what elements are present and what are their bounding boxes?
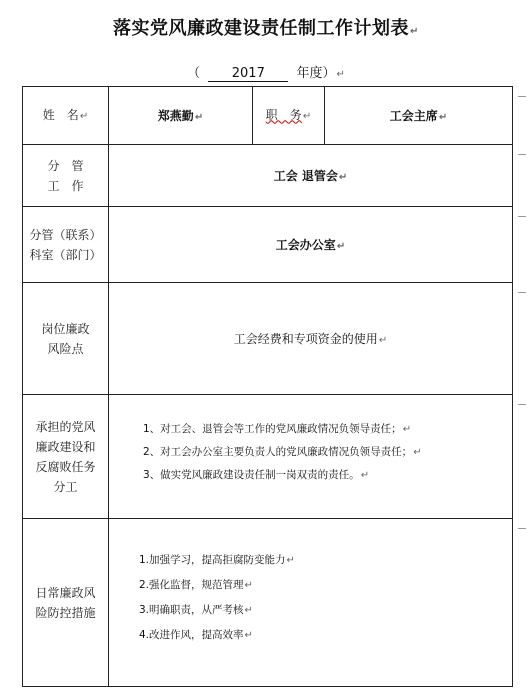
list-item [143, 422, 512, 437]
name-label-text: 姓 名 [42, 107, 79, 122]
list-item [139, 578, 512, 593]
list-item [139, 628, 512, 643]
year-prefix: （ [187, 66, 201, 81]
paragraph-mark: ↵ [286, 554, 295, 566]
year-line [0, 62, 532, 82]
risk-value [109, 283, 513, 395]
paragraph-mark: ↵ [360, 470, 370, 481]
risk-label-line: 风险点 [47, 341, 84, 356]
table-row [23, 519, 513, 687]
dept-label-line: 分管（联系） [29, 227, 102, 242]
list-item [139, 603, 512, 618]
measure-label-line: 日常廉政风 [35, 585, 96, 600]
paragraph-mark: ↵ [244, 629, 253, 641]
paragraph-mark: ↵ [79, 110, 89, 122]
measure-text: 3.明确职责，从严考核 [139, 603, 244, 616]
work-label-line: 工 作 [47, 178, 84, 193]
dept-value [109, 207, 513, 283]
duty-text: 2、对工会办公室主要负责人的党风廉政情况负领导责任； [143, 446, 413, 458]
table-row [23, 145, 513, 207]
measure-label [23, 519, 109, 687]
duty-label-line: 承担的党风 [35, 419, 96, 434]
work-value [109, 145, 513, 207]
risk-label-line: 岗位廉政 [41, 321, 90, 336]
table-row [23, 395, 513, 519]
title-text: 落实党风廉政建设责任制工作计划表 [113, 18, 410, 39]
name-label [23, 87, 109, 145]
measure-list [109, 519, 513, 687]
paragraph-mark: ↵ [244, 604, 253, 616]
paragraph-mark: ↵ [378, 335, 388, 346]
duty-label-line: 反腐败任务 [35, 459, 96, 474]
paragraph-mark: ↵ [438, 112, 448, 123]
duty-text: 1、对工会、退管会等工作的党风廉政情况负领导责任； [143, 423, 402, 435]
paragraph-mark: ↵ [338, 172, 348, 183]
measure-text: 4.改进作风，提高效率 [139, 628, 244, 641]
paragraph-mark: ↵ [302, 110, 312, 122]
work-label-line: 分 管 [47, 158, 84, 173]
row-end-marker [518, 528, 526, 529]
duty-label-line: 分工 [53, 479, 78, 494]
position-value-text: 工会主席 [389, 109, 438, 123]
paragraph-mark: ↵ [402, 424, 412, 435]
dept-label-line: 科室（部门） [29, 247, 102, 262]
work-value-text: 工会 退管会 [273, 169, 338, 183]
risk-label [23, 283, 109, 395]
duty-label-line: 廉政建设和 [35, 439, 96, 454]
row-end-marker [518, 96, 526, 97]
list-item [143, 468, 512, 483]
row-end-marker [518, 154, 526, 155]
paragraph-mark: ↵ [410, 26, 419, 37]
year-value: 2017 [208, 66, 288, 82]
plan-table [22, 86, 513, 687]
measure-label-line: 险防控措施 [35, 605, 96, 620]
position-label [253, 87, 325, 145]
duty-list [109, 395, 513, 519]
table-row [23, 283, 513, 395]
row-end-marker [518, 404, 526, 405]
paragraph-mark: ↵ [336, 69, 345, 80]
table-row [23, 87, 513, 145]
duty-text: 3、做实党风廉政建设责任制一岗双责的责任。 [143, 469, 360, 481]
row-end-marker [518, 216, 526, 217]
paragraph-mark: ↵ [336, 241, 346, 252]
dept-label [23, 207, 109, 283]
measure-text: 2.强化监督，规范管理 [139, 578, 244, 591]
duty-label [23, 395, 109, 519]
measure-text: 1.加强学习，提高拒腐防变能力 [139, 553, 286, 566]
position-label-text: 职 务 [265, 107, 302, 122]
paragraph-mark: ↵ [194, 112, 204, 123]
dept-value-text: 工会办公室 [275, 238, 336, 252]
list-item [143, 445, 512, 460]
position-value [325, 87, 513, 145]
risk-value-text: 工会经费和专项资金的使用 [233, 332, 378, 346]
paragraph-mark: ↵ [244, 579, 253, 591]
table-row [23, 207, 513, 283]
row-end-marker [518, 292, 526, 293]
document-title [0, 14, 532, 40]
work-label [23, 145, 109, 207]
name-value-text: 郑燕勤 [157, 109, 194, 123]
year-suffix: 年度） [296, 66, 336, 81]
paragraph-mark: ↵ [413, 447, 422, 458]
name-value [109, 87, 253, 145]
list-item [139, 553, 512, 568]
